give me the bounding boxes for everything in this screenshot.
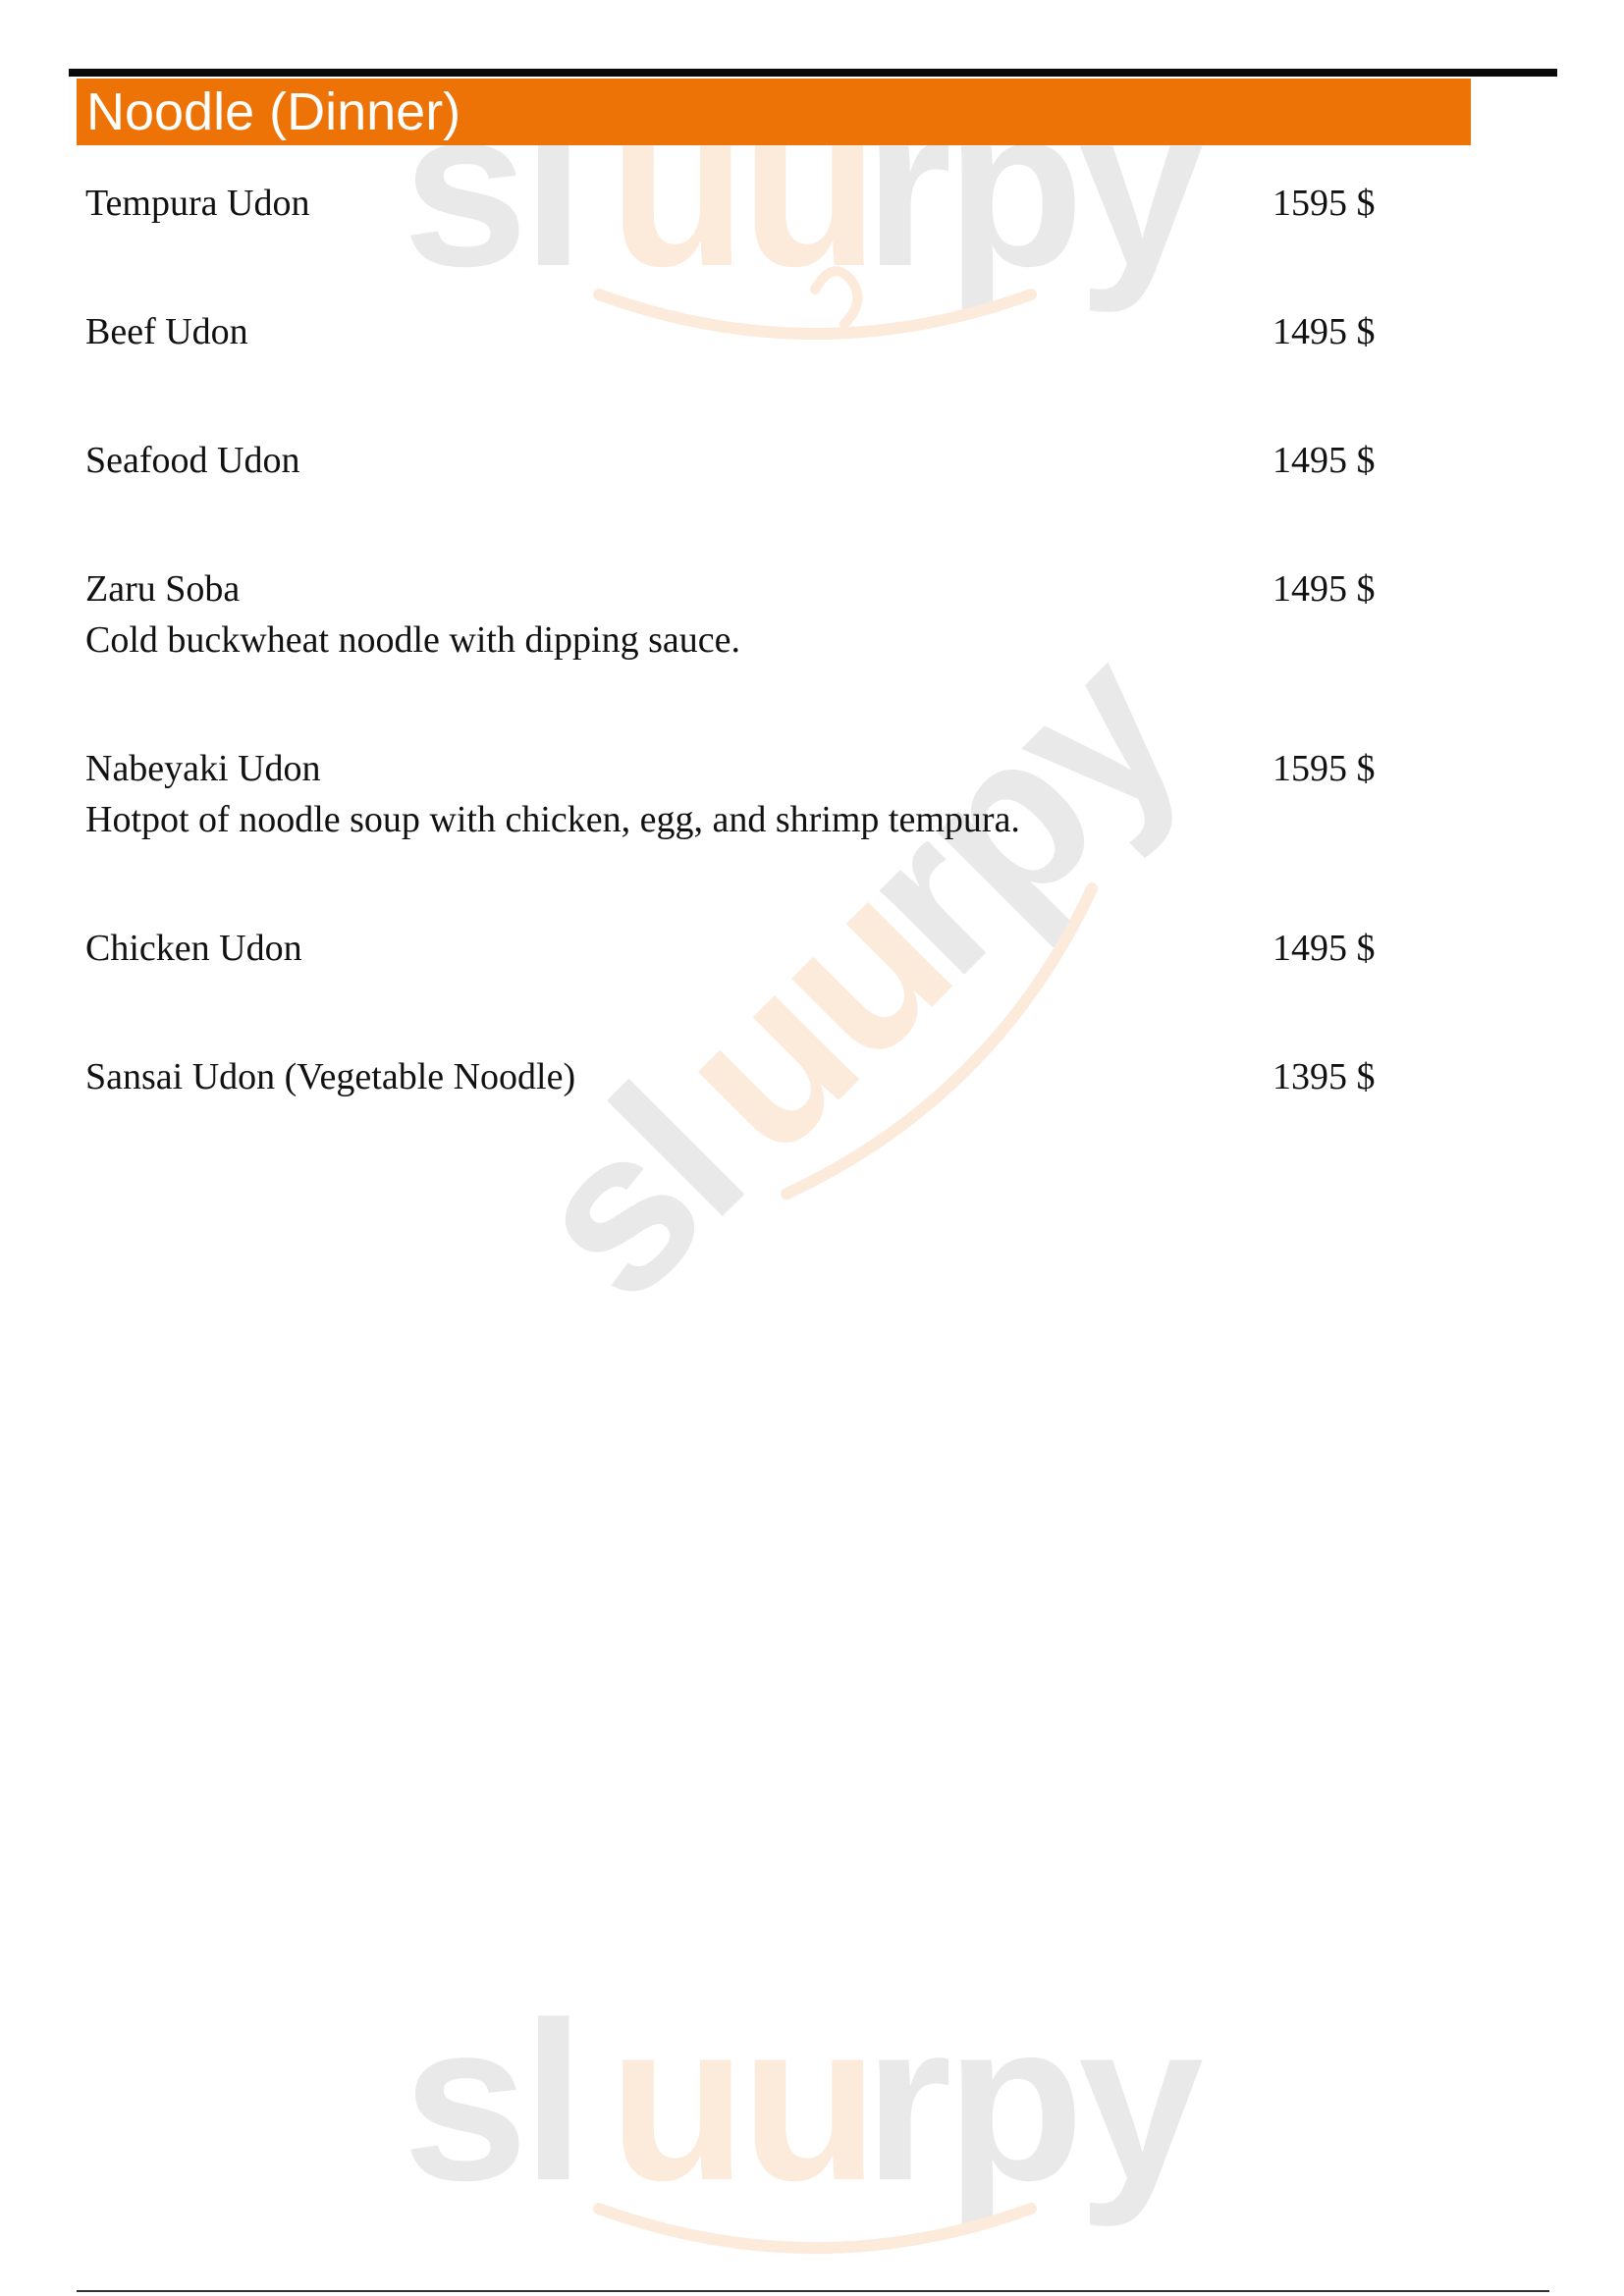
- watermark-logo-icon: [403, 1953, 1247, 2287]
- item-price: 1495 $: [1272, 440, 1376, 481]
- svg-text:rpy: rpy: [808, 605, 1223, 1020]
- svg-text:sl: sl: [403, 1975, 579, 2227]
- item-name: Zaru Soba: [85, 568, 241, 610]
- watermark-logo-bottom: [403, 1953, 1247, 2292]
- item-price: 1595 $: [1272, 748, 1376, 789]
- section-header: [77, 79, 1471, 145]
- svg-text:sl: sl: [403, 61, 579, 313]
- section-title: Noodle (Dinner): [86, 82, 461, 141]
- svg-text:uu: uu: [627, 834, 994, 1201]
- item-price: 1395 $: [1272, 1056, 1376, 1097]
- item-name: Tempura Udon: [85, 183, 310, 224]
- item-name: Sansai Udon (Vegetable Noodle): [85, 1056, 576, 1097]
- item-name: Beef Udon: [85, 311, 248, 352]
- svg-text:uu: uu: [609, 1975, 873, 2227]
- item-name: Seafood Udon: [85, 440, 300, 481]
- item-description: Hotpot of noodle soup with chicken, egg, and shrimp tempura.: [85, 799, 1020, 840]
- watermark-logo-middle: [467, 556, 1304, 1392]
- watermark-logo-icon: [467, 556, 1301, 1389]
- top-divider: [69, 69, 1557, 77]
- item-price: 1495 $: [1272, 311, 1376, 352]
- item-price: 1495 $: [1272, 928, 1376, 969]
- item-description: Cold buckwheat noodle with dipping sauce.: [85, 619, 740, 661]
- svg-text:rpy: rpy: [864, 1975, 1198, 2227]
- item-name: Nabeyaki Udon: [85, 748, 321, 789]
- item-price: 1595 $: [1272, 183, 1376, 224]
- svg-text:sl: sl: [482, 1042, 786, 1347]
- item-name: Chicken Udon: [85, 928, 302, 969]
- item-price: 1495 $: [1272, 568, 1376, 610]
- svg-text:rpy: rpy: [864, 61, 1198, 313]
- bottom-divider: [77, 2290, 1549, 2292]
- svg-text:uu: uu: [609, 61, 873, 313]
